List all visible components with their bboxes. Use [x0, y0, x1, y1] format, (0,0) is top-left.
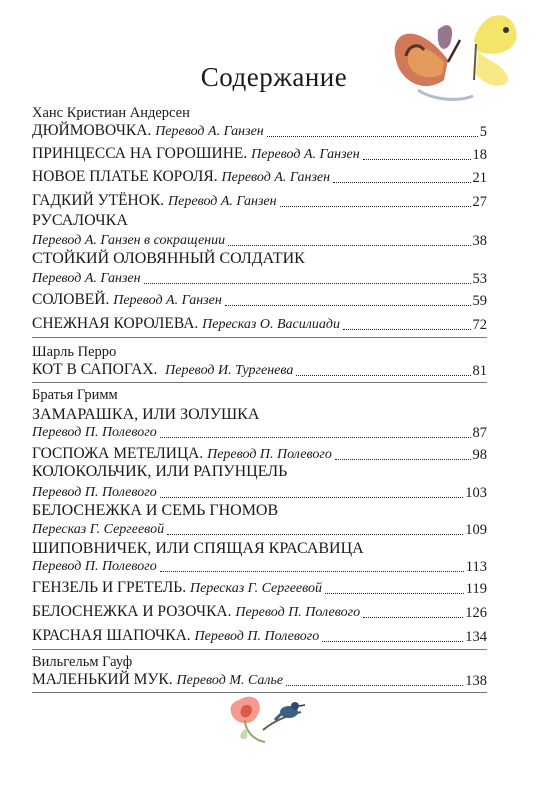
toc-entry[interactable] — [32, 518, 487, 540]
leader-dots — [167, 534, 463, 535]
entry-page: 5 — [479, 124, 487, 140]
entry-title: НОВОЕ ПЛАТЬЕ КОРОЛЯ. — [32, 168, 218, 185]
toc-entry[interactable] — [32, 421, 487, 443]
toc-entry[interactable] — [32, 577, 487, 599]
leader-dots — [333, 182, 470, 183]
entry-translator: Перевод П. Полевого — [235, 605, 361, 620]
entry-translator: Перевод А. Ганзен — [168, 194, 277, 209]
leader-dots — [225, 305, 471, 306]
leader-dots — [322, 641, 463, 642]
entry-page: 53 — [472, 271, 487, 287]
leader-dots — [286, 685, 463, 686]
section-author: Ханс Кристиан Андерсен — [32, 105, 190, 121]
section-divider — [32, 337, 487, 338]
toc-entry[interactable] — [32, 601, 487, 623]
leader-dots — [160, 497, 464, 498]
rose-and-bird-illustration — [225, 690, 325, 750]
entry-title: ГОСПОЖА МЕТЕЛИЦА. — [32, 445, 204, 462]
entry-title: ПРИНЦЕССА НА ГОРОШИНЕ. — [32, 145, 248, 162]
leader-dots — [228, 245, 470, 246]
toc-entry[interactable] — [32, 190, 487, 212]
entry-page: 138 — [465, 673, 487, 689]
leader-dots — [280, 206, 471, 207]
entry-title[interactable]: СТОЙКИЙ ОЛОВЯННЫЙ СОЛДАТИК — [32, 250, 305, 267]
entry-title: КРАСНАЯ ШАПОЧКА. — [32, 627, 191, 644]
entry-title: ГАДКИЙ УТЁНОК. — [32, 192, 165, 209]
section-author: Вильгельм Гауф — [32, 654, 133, 670]
entry-title[interactable]: ШИПОВНИЧЕК, ИЛИ СПЯЩАЯ КРАСАВИЦА — [32, 540, 364, 557]
entry-translator: Перевод А. Ганзен — [155, 124, 264, 139]
entry-page: 119 — [465, 581, 487, 597]
leader-dots — [325, 593, 464, 594]
section-author: Шарль Перро — [32, 344, 117, 360]
page-title: Содержание — [200, 62, 348, 92]
entry-translator: Пересказ Г. Сергеевой — [32, 522, 165, 537]
entry-title: СОЛОВЕЙ. — [32, 291, 110, 308]
entry-page: 87 — [472, 425, 487, 441]
leader-dots — [335, 459, 471, 460]
entry-translator: Пересказ Г. Сергеевой — [189, 581, 323, 596]
entry-page: 38 — [472, 233, 487, 249]
toc-entry[interactable] — [32, 120, 487, 142]
entry-title: МАЛЕНЬКИЙ МУК. — [32, 671, 173, 688]
leader-dots — [267, 136, 478, 137]
toc-entry[interactable] — [32, 267, 487, 289]
entry-page: 18 — [472, 147, 487, 163]
toc-entry[interactable] — [32, 669, 487, 691]
section-divider — [32, 649, 487, 650]
leader-dots — [343, 329, 471, 330]
entry-page: 21 — [472, 170, 487, 186]
entry-page: 98 — [472, 447, 487, 463]
section-divider — [32, 382, 487, 383]
entry-page: 134 — [465, 629, 487, 645]
entry-page: 27 — [472, 194, 487, 210]
entry-translator: Перевод А. Ганзен — [32, 271, 141, 286]
entry-page: 113 — [465, 559, 487, 575]
entry-title: СНЕЖНАЯ КОРОЛЕВА. — [32, 315, 199, 332]
entry-translator: Перевод А. Ганзен — [113, 293, 222, 308]
entry-translator: Перевод П. Полевого — [194, 629, 320, 644]
entry-title[interactable]: КОЛОКОЛЬЧИК, ИЛИ РАПУНЦЕЛЬ — [32, 463, 288, 480]
entry-title: ДЮЙМОВОЧКА. — [32, 122, 152, 139]
entry-translator: Перевод А. Ганзен — [221, 170, 331, 185]
entry-title: КОТ В САПОГАХ. — [32, 361, 158, 378]
entry-page: 59 — [472, 293, 487, 309]
leader-dots — [160, 571, 464, 572]
entry-translator: Перевод И. Тургенева — [165, 363, 294, 378]
entry-translator: Перевод А. Ганзен в сокращении — [32, 233, 226, 248]
toc-entry[interactable] — [32, 313, 487, 335]
toc-entry[interactable] — [32, 625, 487, 647]
toc-entry[interactable] — [32, 143, 487, 165]
entry-page: 81 — [472, 363, 487, 379]
toc-entry[interactable] — [32, 289, 487, 311]
entry-translator: Пересказ О. Василиади — [202, 317, 340, 332]
entry-page: 72 — [472, 317, 487, 333]
entry-title: БЕЛОСНЕЖКА И РОЗОЧКА. — [32, 603, 232, 620]
entry-translator: Перевод М. Салье — [176, 673, 284, 688]
entry-translator: Перевод П. Полевого — [207, 447, 332, 462]
entry-translator: Перевод П. Полевого — [32, 425, 157, 440]
section-author: Братья Гримм — [32, 387, 118, 403]
entry-translator: Перевод А. Ганзен — [251, 147, 360, 162]
entry-page: 109 — [465, 522, 487, 538]
entry-page: 126 — [465, 605, 487, 621]
leader-dots — [296, 375, 470, 376]
entry-title[interactable]: ЗАМАРАШКА, ИЛИ ЗОЛУШКА — [32, 406, 260, 423]
entry-translator: Перевод П. Полевого — [32, 485, 157, 500]
leader-dots — [363, 159, 471, 160]
toc-entry[interactable] — [32, 359, 487, 381]
entry-translator: Перевод П. Полевого — [32, 559, 157, 574]
toc-entry[interactable] — [32, 555, 487, 577]
entry-title[interactable]: РУСАЛОЧКА — [32, 212, 128, 229]
toc-entry[interactable] — [32, 166, 487, 188]
entry-title: ГЕНЗЕЛЬ И ГРЕТЕЛЬ. — [32, 579, 187, 596]
entry-title[interactable]: БЕЛОСНЕЖКА И СЕМЬ ГНОМОВ — [32, 502, 279, 519]
entry-page: 103 — [465, 485, 487, 501]
leader-dots — [160, 437, 471, 438]
leader-dots — [144, 283, 471, 284]
leader-dots — [363, 617, 463, 618]
